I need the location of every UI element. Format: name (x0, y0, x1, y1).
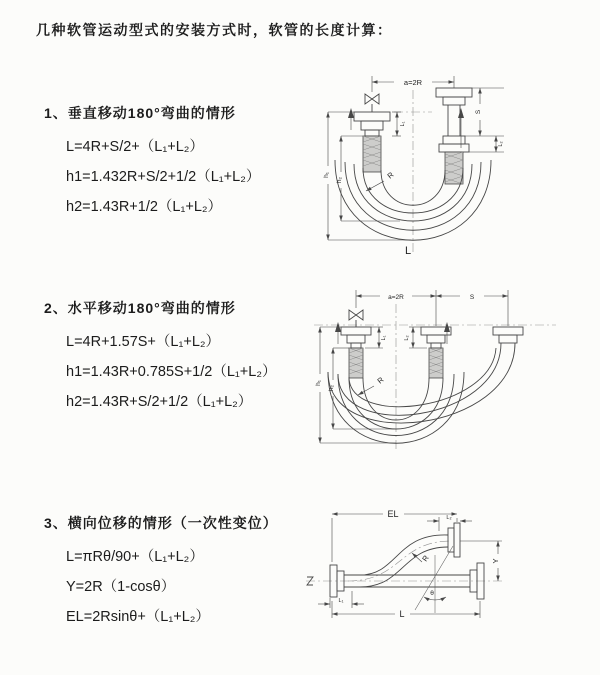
section-vertical-180-bend (44, 103, 260, 222)
flange (493, 327, 523, 335)
flange (436, 88, 472, 97)
d2-radius-label: R (375, 375, 386, 386)
d2-dim-a2r-label: a=2R (388, 294, 404, 301)
page-title: 几种软管运动型式的安装方式时，软管的长度计算： (36, 22, 393, 38)
section-2-heading: 2、水平移动180°弯曲的情形 (44, 300, 236, 316)
d3-dim-l2-label: L₂ (446, 515, 452, 521)
d1-radius-label: R (385, 170, 396, 181)
d3-dimensions (318, 509, 502, 619)
d1-dim-s-label: S (475, 109, 482, 115)
formula-h1: h1=1.43R+0.785S+1/2（L₁+L₂） (66, 364, 277, 380)
d1-dim-l1-label: L₁ (400, 121, 406, 127)
d1-length-label: L (404, 245, 412, 257)
section-horizontal-180-bend (44, 298, 276, 417)
section-1-heading: 1、垂直移动180°弯曲的情形 (44, 105, 236, 121)
d3-radius-label: R (420, 553, 431, 564)
d1-dim-h2-label: h₂ (336, 176, 343, 184)
d3-dim-l-label: L (399, 609, 405, 619)
d1-dim-l2-label: L₂ (498, 141, 504, 147)
valve-icon (365, 94, 379, 104)
d2-dim-h2-label: h₂ (328, 384, 335, 392)
valve-icon (349, 310, 363, 320)
formula-l: L=πRθ/90+（L₁+L₂） (66, 549, 204, 565)
d1-dim-a2r-label: a=2R (403, 78, 423, 87)
d2-dim-l2-label: L₂ (404, 335, 410, 341)
d2-dim-s-label: S (469, 294, 475, 301)
formula-y: Y=2R（1-cosθ） (66, 579, 176, 595)
d3-pipes (307, 523, 484, 599)
d2-dim-l1-label: L₁ (381, 335, 387, 341)
flange (341, 327, 371, 335)
d2-pipes (341, 310, 523, 348)
flange (354, 112, 390, 121)
section-3-heading: 3、横向位移的情形（一次性变位） (44, 515, 278, 531)
diagram-horizontal-180-bend (306, 282, 598, 462)
section-lateral-displacement (44, 513, 278, 632)
diagram-lateral-displacement (298, 500, 598, 642)
d3-dim-l1-label: L₁ (338, 598, 344, 604)
formula-h2: h2=1.43R+1/2（L₁+L₂） (66, 199, 223, 215)
formula-el: EL=2Rsinθ+（L₁+L₂） (66, 609, 210, 625)
diagram-vertical-180-bend (308, 62, 598, 262)
formula-h1: h1=1.432R+S/2+1/2（L₁+L₂） (66, 169, 261, 185)
d1-dim-h1-label: h₁ (323, 172, 330, 178)
formula-h2: h2=1.43R+S/2+1/2（L₁+L₂） (66, 394, 253, 410)
up-arrow-icon (458, 108, 464, 118)
flange (454, 523, 460, 557)
d2-dim-h1-label: h₁ (315, 380, 322, 386)
up-arrow-icon (348, 108, 354, 118)
d3-dim-y-label: Y (491, 558, 500, 564)
d3-angle-theta-label: θ (430, 590, 434, 597)
formula-l: L=4R+1.57S+（L₁+L₂） (66, 334, 221, 350)
d3-dim-el-label: EL (387, 509, 399, 519)
formula-l: L=4R+S/2+（L₁+L₂） (66, 139, 204, 155)
